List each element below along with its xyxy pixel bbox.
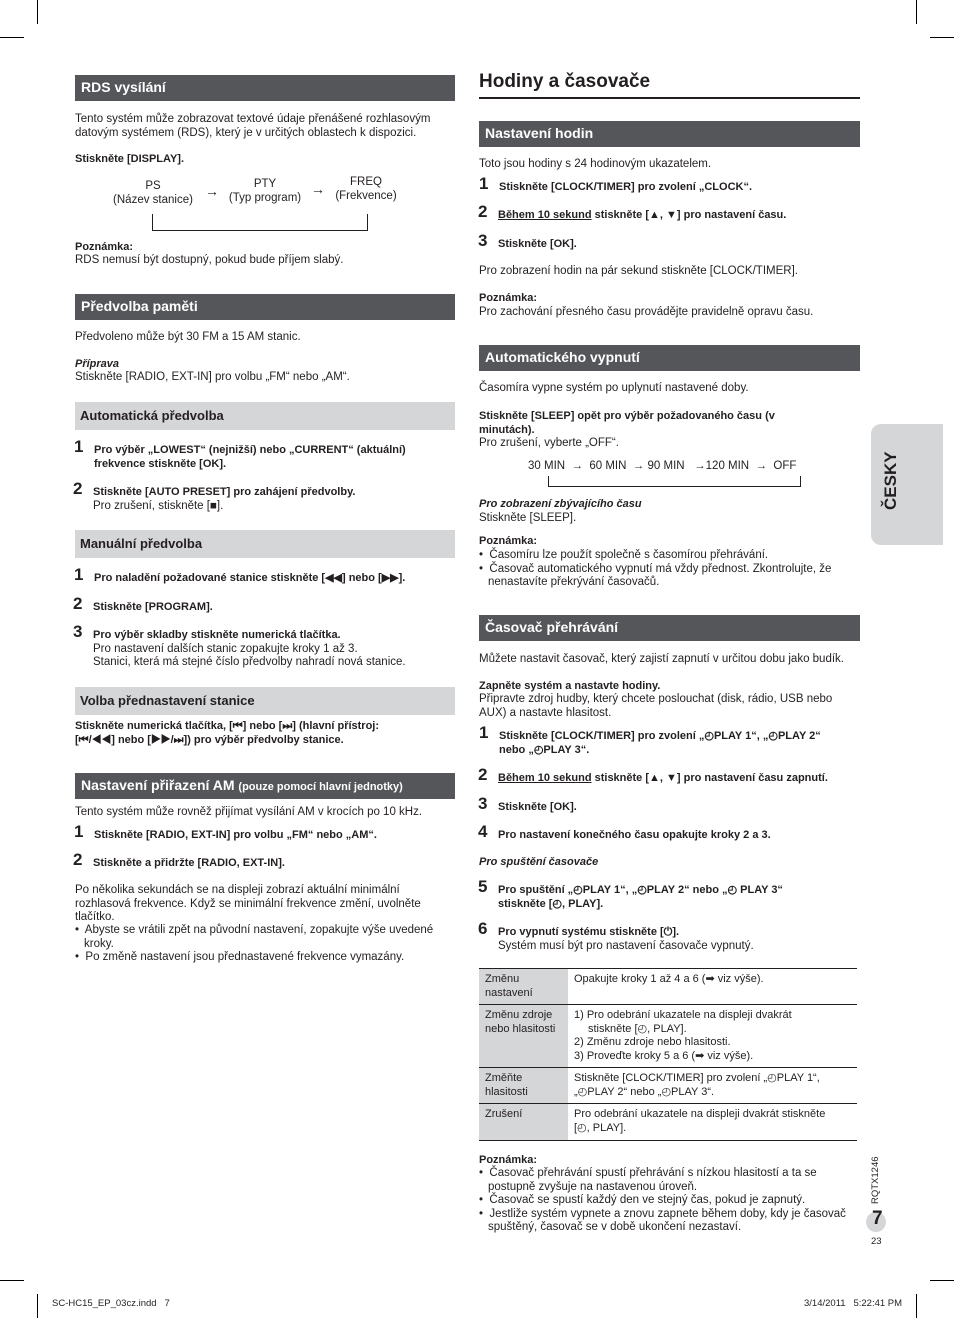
play-note-label: Poznámka: xyxy=(479,1154,538,1166)
am-step-2: 2 Stiskněte a přidržte [RADIO, EXT-IN]. xyxy=(73,850,285,869)
section-header-sleep: Automatického vypnutí xyxy=(479,345,860,371)
play-intro: Můžete nastavit časovač, který zajistí zapnutí v určitou dobu jako budík. xyxy=(479,653,844,665)
table-key: Změnu nastavení xyxy=(479,969,568,1005)
subsection-select-preset: Volba přednastavení stanice xyxy=(75,687,455,715)
crop-mark xyxy=(916,0,917,24)
page-title: Hodiny a časovače xyxy=(479,71,651,92)
sleep-remaining-label: Pro zobrazení zbývajícího času xyxy=(479,498,642,510)
manual-step-2: 2 Stiskněte [PROGRAM]. xyxy=(73,594,213,613)
rds-press: Stiskněte [DISPLAY]. xyxy=(75,153,185,165)
section-header-am xyxy=(75,773,455,799)
sleep-press: Stiskněte [SLEEP] opět pro výběr požadovaného času (v minutách). xyxy=(479,410,775,436)
play-timer-table xyxy=(479,968,857,1141)
sleep-remaining: Stiskněte [SLEEP]. xyxy=(479,512,577,524)
play-step-6: 6 Pro vypnutí systému stiskněte [⏻]. Systém musí být pro nastavení časovače vypnutý. xyxy=(478,919,754,952)
page-number: 7 xyxy=(872,1208,883,1229)
sleep-note-label: Poznámka: xyxy=(479,535,538,547)
language-label: ČESKY xyxy=(881,451,900,510)
crop-mark xyxy=(0,37,24,38)
am-bullets: • Abyste se vrátili zpět na původní nastavení, zopakujte výše uvedené kroky. • Po změně nastavení jsou přednastavené frekvence vymazány. xyxy=(75,924,434,963)
table-value: Pro odebrání ukazatele na displeji dvakrát stiskněte [◴, PLAY]. xyxy=(568,1104,857,1141)
am-title-note: (pouze pomocí hlavní jednotky) xyxy=(238,781,403,793)
sleep-cancel: Pro zrušení, vyberte „OFF“. xyxy=(479,437,619,449)
footer-file: SC-HC15_EP_03cz.indd 7 xyxy=(52,1298,170,1309)
crop-mark xyxy=(37,0,38,24)
rds-flow-return-line xyxy=(152,214,368,231)
rds-flow-freq: FREQ (Frekvence) xyxy=(335,176,397,202)
table-row xyxy=(479,1068,857,1104)
auto-step-1: 1 Pro výběr „LOWEST“ (nejnižší) nebo „CURRENT“ (aktuální) frekvence stiskněte [OK]. xyxy=(74,437,406,470)
crop-mark xyxy=(930,1280,954,1281)
crop-mark xyxy=(37,1294,38,1318)
auto-step-2: 2 Stiskněte [AUTO PRESET] pro zahájení předvolby. Pro zrušení, stiskněte [■]. xyxy=(73,479,356,512)
rds-note: RDS nemusí být dostupný, pokud bude příjem slabý. xyxy=(75,254,344,266)
section-header-clock: Nastavení hodin xyxy=(479,121,860,147)
sleep-return-line xyxy=(548,476,801,487)
am-intro: Tento systém může rovněž přijímat vysílání AM v krocích po 10 kHz. xyxy=(75,806,423,818)
sleep-intro: Časomíra vypne systém po uplynutí nastavené doby. xyxy=(479,382,749,394)
rds-flow-pty: PTY (Typ program) xyxy=(228,178,302,204)
language-tab xyxy=(871,424,943,545)
clock-note: Pro zachování přesného času provádějte pravidelně opravu času. xyxy=(479,306,814,318)
clock-after: Pro zobrazení hodin na pár sekund stiskněte [CLOCK/TIMER]. xyxy=(479,265,798,277)
crop-mark xyxy=(916,1294,917,1318)
table-row xyxy=(479,1104,857,1141)
table-row xyxy=(479,969,857,1005)
table-key: Změnu zdroje nebo hlasitosti xyxy=(479,1005,568,1068)
crop-mark xyxy=(0,1280,24,1281)
preset-intro: Předvoleno může být 30 FM a 15 AM stanic. xyxy=(75,331,301,343)
table-value: 1) Pro odebrání ukazatele na displeji dvakrát stiskněte [◴, PLAY]. 2) Změnu zdroje nebo hlasitosti. 3) Proveďte kroky 5 a 6 (➡ viz výše). xyxy=(568,1005,857,1068)
table-value: Opakujte kroky 1 až 4 a 6 (➡ viz výše). xyxy=(568,969,857,1005)
rds-intro: Tento systém může zobrazovat textové údaje přenášené rozhlasovým datovým systémem (RDS), který je v určitých oblastech k dispozici. xyxy=(75,113,431,139)
am-title: Nastavení přiřazení AM xyxy=(81,777,235,793)
clock-step-3: 3 Stiskněte [OK]. xyxy=(478,231,577,250)
am-paragraph: Po několika sekundách se na displeji zobrazí aktuální minimální rozhlasová frekvence. Když se minimální frekvence změní, uvolněte tlačítko. xyxy=(75,884,421,923)
play-step-2: 2 Během 10 sekund stiskněte [▲, ▼] pro nastavení času zapnutí. xyxy=(478,765,828,784)
subsection-auto-preset: Automatická předvolba xyxy=(75,402,455,430)
clock-note-label: Poznámka: xyxy=(479,292,538,304)
play-step-4: 4 Pro nastavení konečného času opakujte kroky 2 a 3. xyxy=(478,822,771,841)
section-header-play-timer: Časovač přehrávání xyxy=(479,615,860,641)
clock-step-2: 2 Během 10 sekund stiskněte [▲, ▼] pro nastavení času. xyxy=(478,202,787,221)
section-header-preset: Předvolba paměti xyxy=(75,294,455,320)
document-code: RQTX1246 xyxy=(870,1156,881,1204)
play-step-1: 1 Stiskněte [CLOCK/TIMER] pro zvolení „◴PLAY 1“, „◴PLAY 2“ nebo „◴PLAY 3“. xyxy=(479,723,821,756)
manual-step-3: 3 Pro výběr skladby stiskněte numerická tlačítka. Pro nastavení dalších stanic zopakujte kroky 1 až 3. Stanici, která má stejné číslo předvolby nahradí nová stanice. xyxy=(73,622,406,668)
rds-flow-arrow: → xyxy=(311,181,325,197)
play-step-3: 3 Stiskněte [OK]. xyxy=(478,794,577,813)
play-turn-on: Zapněte systém a nastavte hodiny. xyxy=(479,680,661,692)
play-step-5: 5 Pro spuštění „◴PLAY 1“, „◴PLAY 2“ nebo „◴ PLAY 3“ stiskněte [◴, PLAY]. xyxy=(478,877,783,910)
table-row xyxy=(479,1005,857,1068)
crop-mark xyxy=(930,37,954,38)
table-value: Stiskněte [CLOCK/TIMER] pro zvolení „◴PLAY 1“, „◴PLAY 2“ nebo „◴PLAY 3“. xyxy=(568,1068,857,1104)
rds-note-label: Poznámka: xyxy=(75,241,134,253)
rds-flow-arrow: → xyxy=(205,183,219,199)
page-number-small: 23 xyxy=(871,1236,882,1247)
clock-intro: Toto jsou hodiny s 24 hodinovým ukazatelem. xyxy=(479,158,712,170)
play-notes: • Časovač přehrávání spustí přehrávání s nízkou hlasitostí a ta se postupně zvyšuje na nastavenou úroveň. • Časovač se spustí každý den ve stejný čas, pokud je zapnutý. • Jestliže systém vypnete a znovu zapnete během doby, kdy je časovač spuštěný, časovač se v době ukončení nezastaví. xyxy=(479,1167,846,1233)
play-start-label: Pro spuštění časovače xyxy=(479,856,599,868)
play-prep: Připravte zdroj hudby, který chcete poslouchat (disk, rádio, USB nebo AUX) a nastavte hlasitost. xyxy=(479,693,833,719)
section-header-rds: RDS vysílání xyxy=(75,75,455,101)
preset-prep: Stiskněte [RADIO, EXT-IN] pro volbu „FM“ nebo „AM“. xyxy=(75,371,350,383)
select-preset-text: Stiskněte numerická tlačítka, [⏮] nebo [⏭] (hlavní přístroj: [⏮/◀◀] nebo [▶▶/⏭]) pro výběr předvolby stanice. xyxy=(75,720,380,746)
footer-date: 3/14/2011 5:22:41 PM xyxy=(804,1298,903,1309)
subsection-manual-preset: Manuální předvolba xyxy=(75,530,455,558)
title-rule xyxy=(479,97,860,99)
am-step-1: 1 Stiskněte [RADIO, EXT-IN] pro volbu „FM“ nebo „AM“. xyxy=(74,822,377,841)
sleep-sequence: 30 MIN → 60 MIN → 90 MIN →120 MIN → OFF xyxy=(528,460,797,472)
sleep-notes: • Časomíru lze použít společně s časomírou přehrávání. • Časovač automatického vypnutí má vždy přednost. Zkontrolujte, že nenastavíte překrývání časovačů. xyxy=(479,549,832,588)
preset-prep-label: Příprava xyxy=(75,358,120,370)
manual-step-1: 1 Pro naladění požadované stanice stiskněte [◀◀] nebo [▶▶]. xyxy=(74,565,406,584)
clock-step-1: 1 Stiskněte [CLOCK/TIMER] pro zvolení „CLOCK“. xyxy=(479,174,753,193)
rds-flow-ps: PS (Název stanice) xyxy=(113,180,193,206)
table-key: Změňte hlasitosti xyxy=(479,1068,568,1104)
table-key: Zrušení xyxy=(479,1104,568,1141)
